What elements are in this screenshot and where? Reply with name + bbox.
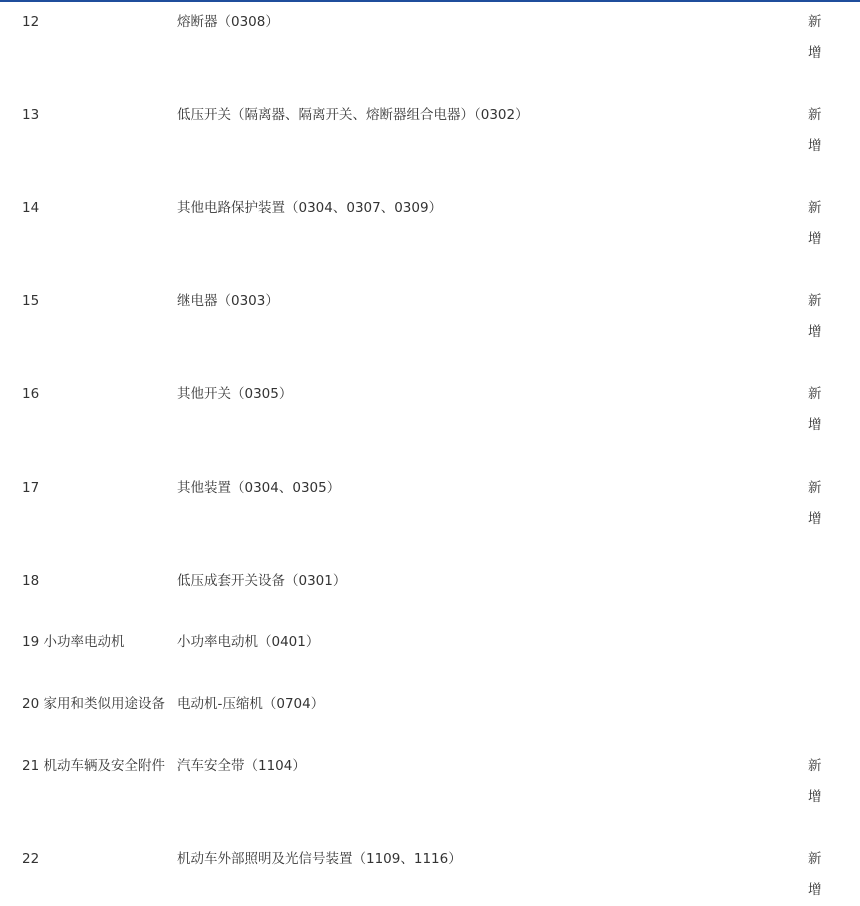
row-number: 15 (22, 293, 40, 309)
product-name: 继电器（0303） (177, 293, 279, 309)
row-number: 21 机动车辆及安全附件 (22, 758, 165, 774)
row-remark: 新增 (808, 107, 822, 154)
product-name: 汽车安全带（1104） (177, 758, 306, 774)
row-remark: 新增 (808, 293, 822, 340)
row-number: 16 (22, 386, 40, 402)
row-remark: 新增 (808, 480, 822, 527)
row-number: 20 家用和类似用途设备 (22, 696, 165, 712)
row-remark: 新增 (808, 386, 822, 433)
product-name: 机动车外部照明及光信号装置（1109、1116） (177, 851, 462, 867)
row-number: 13 (22, 107, 40, 123)
row-number: 18 (22, 573, 40, 589)
row-number: 19 小功率电动机 (22, 634, 125, 650)
product-name: 低压开关（隔离器、隔离开关、熔断器组合电器）（0302） (177, 107, 529, 123)
product-name: 其他开关（0305） (177, 386, 293, 402)
product-name: 低压成套开关设备（0301） (177, 573, 347, 589)
product-name: 电动机-压缩机（0704） (177, 696, 325, 712)
product-name: 小功率电动机（0401） (177, 634, 320, 650)
row-remark: 新增 (808, 14, 822, 61)
row-remark: 新增 (808, 200, 822, 247)
row-number: 14 (22, 200, 40, 216)
row-remark: 新增 (808, 851, 822, 898)
row-number: 12 (22, 14, 40, 30)
top-border (0, 0, 860, 2)
product-name: 其他电路保护装置（0304、0307、0309） (177, 200, 443, 216)
product-name: 其他装置（0304、0305） (177, 480, 341, 496)
row-number: 22 (22, 851, 40, 867)
row-remark: 新增 (808, 758, 822, 805)
row-number: 17 (22, 480, 40, 496)
product-name: 熔断器（0308） (177, 14, 279, 30)
